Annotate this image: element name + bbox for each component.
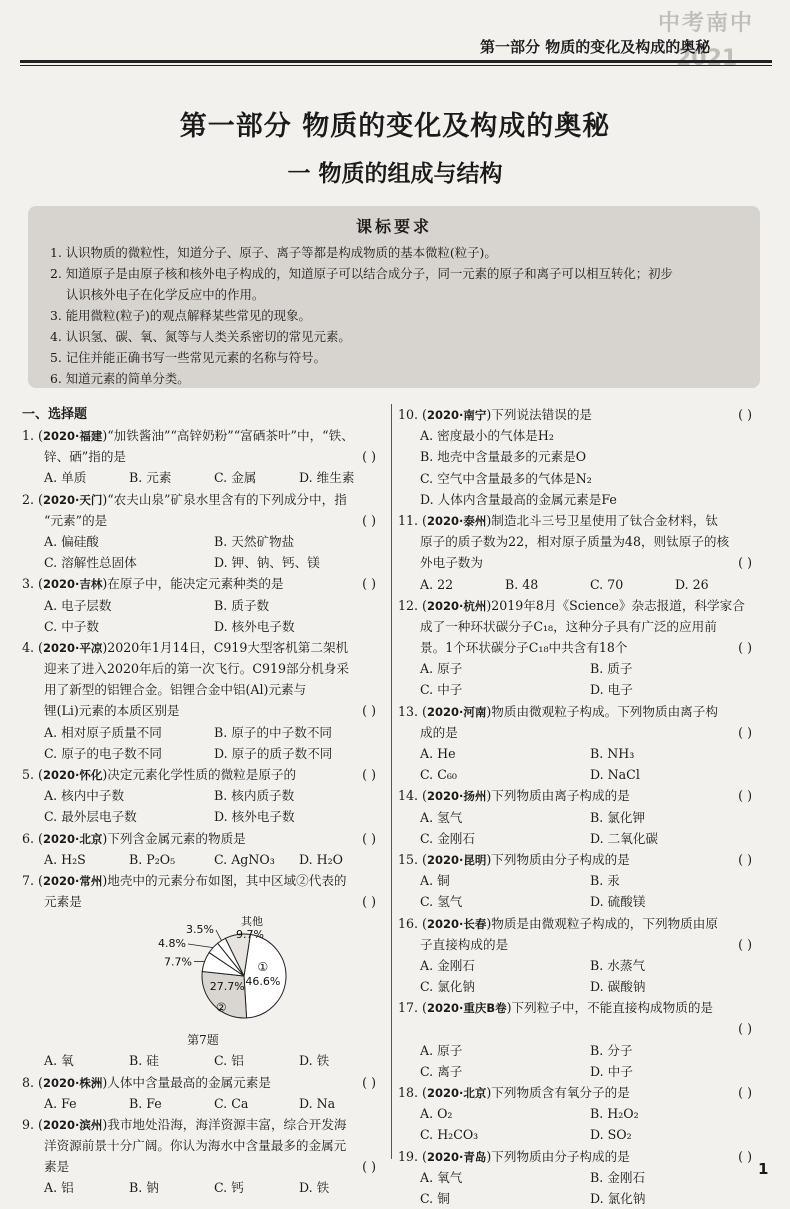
question-7-line [22,891,384,912]
option[interactable]: A. 氢气 [420,809,463,825]
q-text: )“农夫山泉”矿泉水里含有的下列成分中，指 [102,491,347,507]
question-2-line [22,510,384,531]
pie-label: 7.7% [164,955,192,969]
option[interactable]: C. 空气中含量最多的气体是N₂ [420,470,592,486]
q-prefix: 16. ( [398,915,427,931]
question-4-line [22,658,384,679]
question-10-options [398,468,760,489]
q-text: 景。1个环状碳分子C₁₈中共含有18个 [420,640,628,656]
q-text: )下列粒子中，不能直接构成物质的是 [506,1000,714,1016]
pie-label: 46.6% [245,975,281,989]
option[interactable]: B. Fe [129,1095,162,1111]
question-3-line [22,573,384,594]
option[interactable]: A. 核内中子数 [44,788,125,804]
answer-blank[interactable]: ( ) [738,407,752,422]
question-16-line [398,913,760,934]
q-text: )物质是由微观粒子构成的，下列物质由原 [486,915,718,931]
question-source: 2020·青岛 [426,1149,487,1164]
option[interactable]: B. 质子数 [214,597,270,613]
answer-blank[interactable]: ( ) [362,767,376,782]
question-14-options [398,807,760,828]
question-source: 2020·天门 [42,492,103,507]
question-11-line [398,531,760,552]
q-prefix: 5. ( [22,767,43,782]
question-17-options [398,1040,760,1061]
q-text: )2019年8月《Science》杂志报道，科学家合 [486,597,745,613]
option[interactable]: C. H₂CO₃ [420,1127,479,1143]
option[interactable]: C. 金属 [214,470,257,486]
q-prefix: 4. ( [22,639,43,655]
pie-label: ① [257,960,269,975]
question-source: 2020·吉林 [42,577,103,592]
question-16-options [398,976,760,997]
question-17-line [398,997,760,1018]
q-text: 洋资源前景十分广阔。你认为海水中含量最多的金属元 [44,1138,347,1154]
option[interactable]: D. 核外电子数 [214,618,295,634]
running-head: 第一部分 物质的变化及构成的奥秘 [480,38,711,56]
option[interactable]: B. H₂O₂ [590,1106,639,1122]
option[interactable]: A. 铜 [420,873,450,889]
pie-label: 9.7% [236,928,264,942]
question-source: 2020·重庆B卷 [426,1001,507,1016]
option[interactable]: B. 核内质子数 [214,788,295,804]
q-prefix: 11. ( [398,512,427,528]
q-text: )下列含金属元素的物质是 [102,830,246,846]
option[interactable]: C. 离子 [420,1063,463,1079]
q-prefix: 1. ( [22,428,43,443]
option[interactable]: A. He [420,746,456,761]
option[interactable]: B. 氯化钾 [590,809,646,825]
q-text: )在原子中，能决定元素种类的是 [102,576,284,592]
q-prefix: 3. ( [22,576,43,592]
option[interactable]: B. 硅 [129,1053,159,1069]
question-15-options [398,891,760,912]
question-1-line [22,425,384,446]
question-15-options [398,870,760,891]
question-5-line [22,764,384,785]
requirement-item: 1. 认识物质的微粒性，知道分子、原子、离子等都是构成物质的基本微粒(粒子)。 [50,245,497,260]
option[interactable]: B. 原子的中子数不同 [214,724,333,740]
question-19-line [398,1146,760,1167]
question-10-options [398,446,760,467]
question-6-line [22,828,384,849]
question-2-options [22,531,384,552]
q-prefix: 2. ( [22,491,43,507]
q-prefix: 17. ( [398,1000,427,1016]
question-1-line [22,446,384,467]
question-11-line [398,510,760,531]
question-19-options [398,1188,760,1209]
answer-blank[interactable]: ( ) [362,449,376,465]
question-2-options [22,552,384,573]
question-source: 2020·昆明 [426,852,487,867]
q-text: )下列物质由分子构成的是 [486,1148,630,1164]
option[interactable]: D. 原子的质子数不同 [214,745,333,761]
option[interactable]: D. 核外电子数 [214,809,295,825]
option[interactable]: A. H₂S [44,851,86,867]
option[interactable]: A. 原子 [420,1042,463,1058]
option[interactable]: C. 金刚石 [420,830,475,846]
option[interactable]: C. C₆₀ [420,767,457,783]
option[interactable]: A. 氧 [44,1053,74,1069]
question-13-line [398,701,760,722]
q-prefix: 18. ( [398,1085,427,1100]
question-source: 2020·株洲 [42,1075,103,1090]
question-12-options [398,658,760,679]
question-12-line [398,637,760,658]
option[interactable]: C. 中子 [420,682,463,698]
left-column [22,404,384,1199]
requirement-item: 认识核外电子在化学反应中的作用。 [66,287,265,302]
part-title: 第一部分 物质的变化及构成的奥秘 [179,111,611,142]
answer-blank[interactable]: ( ) [738,1148,752,1164]
option[interactable]: A. 22 [420,576,454,592]
option[interactable]: C. AgNO₃ [214,851,275,867]
answer-blank[interactable]: ( ) [738,851,752,867]
option[interactable]: A. 偏硅酸 [44,533,99,549]
curriculum-requirements-box [28,206,760,388]
question-source: 2020·泰州 [426,513,487,528]
question-source: 2020·北京 [426,1086,487,1100]
question-source: 2020·常州 [42,873,103,888]
option[interactable]: B. 质子 [590,661,633,677]
section-heading: 一、选择题 [22,407,88,422]
q-text: )我市地处沿海，海洋资源丰富，综合开发海 [102,1116,347,1132]
question-source: 2020·河南 [426,704,487,719]
question-2-line [22,489,384,510]
option[interactable]: D. 碳酸钠 [590,979,646,995]
option[interactable]: B. NH₃ [590,746,635,761]
pie-leader-line [216,930,221,941]
option[interactable]: D. 铁 [299,1053,330,1069]
answer-blank[interactable]: ( ) [362,1159,376,1175]
q-text: )人体中含量最高的金属元素是 [102,1074,271,1090]
question-source: 2020·滨州 [42,1117,103,1132]
option[interactable]: A. 相对原子质量不同 [44,724,162,740]
question-13-options [398,764,760,785]
answer-blank[interactable]: ( ) [362,894,376,910]
question-17-options [398,1061,760,1082]
question-10-options [398,425,760,446]
question-4-line [22,700,384,721]
question-4-line [22,637,384,658]
question-9-line [22,1114,384,1135]
right-column [398,404,760,1209]
q-text: 迎来了进入2020年后的第一次飞行。C919部分机身采 [44,661,350,677]
q-text: 成的是 [420,724,458,740]
question-11-options [398,574,760,595]
question-7-line [22,870,384,891]
option[interactable]: B. 元素 [129,470,172,486]
q-text: )2020年1月14日，C919大型客机第二架机 [102,639,349,655]
option[interactable]: C. 铝 [214,1053,244,1069]
q-text: )下列物质由分子构成的是 [486,851,630,867]
q-prefix: 19. ( [398,1148,427,1164]
question-17-line [398,1018,760,1039]
chapter-title: 一 物质的组成与结构 [287,161,503,187]
question-source: 2020·北京 [42,831,103,846]
option[interactable]: A. 氧气 [420,1169,463,1185]
question-7-options [22,1050,384,1071]
question-19-options [398,1167,760,1188]
question-source: 2020·怀化 [42,768,103,782]
question-source: 2020·南宁 [426,408,487,422]
q-text: 外电子数为 [420,555,483,571]
answer-blank[interactable]: ( ) [738,936,752,952]
option[interactable]: C. 铜 [420,1190,450,1206]
answer-blank[interactable]: ( ) [738,1085,752,1100]
question-source: 2020·长春 [426,916,487,931]
question-8-options [22,1093,384,1114]
pie-chart-svg [142,914,302,1030]
option[interactable]: A. 原子 [420,661,463,677]
requirements-title: 课标要求 [355,217,432,236]
option[interactable]: D. SO₂ [590,1127,632,1143]
option[interactable]: A. 铝 [44,1180,74,1196]
requirement-item: 6. 知道元素的简单分类。 [50,371,190,386]
option[interactable]: D. 钾、钠、钙、镁 [214,555,320,571]
q-text: 锌、硒”指的是 [44,449,127,465]
option[interactable]: A. 金刚石 [420,957,475,973]
q-text: 锂(Li)元素的本质区别是 [44,703,180,719]
question-14-line [398,785,760,806]
crust-element-pie-chart [22,912,384,1030]
answer-blank[interactable]: ( ) [362,830,376,846]
q-text: 成了一种环状碳分子C₁₈，这种分子具有广泛的应用前 [420,618,717,634]
question-12-line [398,595,760,616]
requirement-item: 4. 认识氢、碳、氧、氮等与人类关系密切的常见元素。 [50,329,351,344]
question-4-options [22,722,384,743]
column-divider [391,404,392,1159]
option[interactable]: D. 人体内含量最高的金属元素是Fe [420,491,617,507]
option[interactable]: B. 汞 [590,873,620,889]
option[interactable]: B. 48 [505,576,539,592]
question-10-line [398,404,760,425]
question-13-line [398,722,760,743]
option[interactable]: D. Na [299,1095,336,1111]
q-text: 素是 [44,1159,70,1175]
option[interactable]: A. 电子层数 [44,597,112,613]
q-text: )制造北斗三号卫星使用了钛合金材料，钛 [486,512,718,528]
q-prefix: 7. ( [22,872,43,888]
option[interactable]: C. 原子的电子数不同 [44,745,162,761]
option[interactable]: C. 钙 [214,1180,244,1196]
q-text: “元素”的是 [44,512,108,528]
pie-label: 3.5% [186,923,214,937]
option[interactable]: C. Ca [214,1095,249,1111]
question-18-line [398,1082,760,1103]
answer-blank[interactable]: ( ) [362,576,376,592]
answer-blank[interactable]: ( ) [362,512,376,528]
option[interactable]: A. Fe [44,1095,77,1111]
option[interactable]: B. 地壳中含量最多的元素是O [420,449,587,465]
seal-year: 2021 [676,46,738,71]
q-text: )下列说法错误的是 [486,407,593,422]
option[interactable]: D. 二氧化碳 [590,830,659,846]
requirement-item: 3. 能用微粒(粒子)的观点解释某些常见的现象。 [50,308,311,323]
question-source: 2020·杭州 [426,598,487,613]
question-8-line [22,1072,384,1093]
question-9-line [22,1135,384,1156]
q-prefix: 8. ( [22,1074,43,1090]
pie-label: 27.7% [209,980,245,994]
question-11-line [398,552,760,573]
q-prefix: 14. ( [398,788,427,804]
option[interactable]: C. 氯化钠 [420,979,475,995]
q-prefix: 12. ( [398,597,427,613]
option[interactable]: B. 水蒸气 [590,957,646,973]
question-4-line [22,679,384,700]
question-3-options [22,595,384,616]
question-5-options [22,785,384,806]
option[interactable]: D. 电子 [590,682,633,698]
question-12-options [398,679,760,700]
question-source: 2020·平凉 [42,640,103,655]
q-text: )地壳中的元素分布如图，其中区域②代表的 [102,872,347,888]
option[interactable]: D. 26 [675,576,709,592]
question-9-options [22,1177,384,1198]
publisher-seal: 中考南中 2021 [658,11,755,71]
question-18-options [398,1124,760,1145]
answer-blank[interactable]: ( ) [362,703,376,719]
question-source: 2020·福建 [42,429,103,443]
question-5-options [22,806,384,827]
option[interactable]: B. 分子 [590,1042,633,1058]
q-text: )下列物质由离子构成的是 [486,788,630,804]
requirement-item: 5. 记住并能正确书写一些常见元素的名称与符号。 [50,350,326,365]
option[interactable]: D. 硫酸镁 [590,894,646,910]
pie-label: ② [215,1001,227,1016]
header-rule [20,60,772,66]
question-15-line [398,849,760,870]
q-prefix: 9. ( [22,1116,43,1132]
question-16-line [398,934,760,955]
question-12-line [398,616,760,637]
question-source: 2020·扬州 [426,789,487,804]
question-6-options [22,849,384,870]
q-text: )下列物质含有氧分子的是 [486,1085,630,1100]
answer-blank[interactable]: ( ) [738,788,752,804]
option[interactable]: D. 氯化钠 [590,1190,646,1206]
option[interactable]: C. 氢气 [420,894,463,910]
pie-leader-line [188,944,213,948]
q-text: )决定元素化学性质的微粒是原子的 [102,767,297,782]
answer-blank[interactable]: ( ) [738,555,752,571]
option[interactable]: C. 中子数 [44,618,99,634]
page-number: 1 [758,1160,769,1178]
q-text: 原子的质子数为22，相对原子质量为48，则钛原子的核 [420,534,730,550]
option[interactable]: D. 铁 [299,1180,330,1196]
option[interactable]: C. 70 [590,576,624,592]
question-9-line [22,1156,384,1177]
option[interactable]: D. H₂O [299,851,344,867]
q-text: 用了新型的铝锂合金。铝锂合金中铝(Al)元素与 [44,682,307,698]
answer-blank[interactable]: ( ) [738,724,752,740]
q-text: )物质由微观粒子构成。下列物质由离子构 [486,703,718,719]
question-4-options [22,743,384,764]
q-prefix: 10. ( [398,407,427,422]
option[interactable]: B. 钠 [129,1180,159,1196]
pie-label: 其他 [241,915,263,929]
option[interactable]: C. 最外层电子数 [44,809,137,825]
requirement-item: 2. 知道原子是由原子核和核外电子构成的，知道原子可以结合成分子，同一元素的原子和离子可以相互转化；初步 [50,266,673,281]
question-16-options [398,955,760,976]
option[interactable]: B. 天然矿物盐 [214,533,295,549]
pie-label: 4.8% [158,937,186,951]
option[interactable]: D. 中子 [590,1063,633,1079]
question-1-options [22,467,384,488]
figure-caption: 第7题 [187,1033,219,1048]
answer-blank[interactable]: ( ) [362,1074,376,1090]
answer-blank[interactable]: ( ) [738,1021,752,1037]
option[interactable]: A. 密度最小的气体是H₂ [420,428,554,444]
question-3-options [22,616,384,637]
answer-blank[interactable]: ( ) [738,640,752,656]
option[interactable]: B. P₂O₅ [129,851,176,867]
question-13-options [398,743,760,764]
question-14-options [398,828,760,849]
option[interactable]: B. 金刚石 [590,1169,646,1185]
q-text: 子直接构成的是 [420,936,509,952]
q-text: 元素是 [44,894,82,910]
q-text: )“加铁酱油”“高锌奶粉”“富硒茶叶”中，“铁、 [102,428,354,443]
q-prefix: 15. ( [398,851,427,867]
option[interactable]: A. O₂ [420,1106,453,1122]
option[interactable]: C. 溶解性总固体 [44,555,137,571]
option[interactable]: D. NaCl [590,767,640,783]
question-10-options [398,489,760,510]
question-18-options [398,1103,760,1124]
option[interactable]: A. 单质 [44,470,87,486]
option[interactable]: D. 维生素 [299,470,355,486]
q-prefix: 13. ( [398,703,427,719]
q-prefix: 6. ( [22,830,43,846]
